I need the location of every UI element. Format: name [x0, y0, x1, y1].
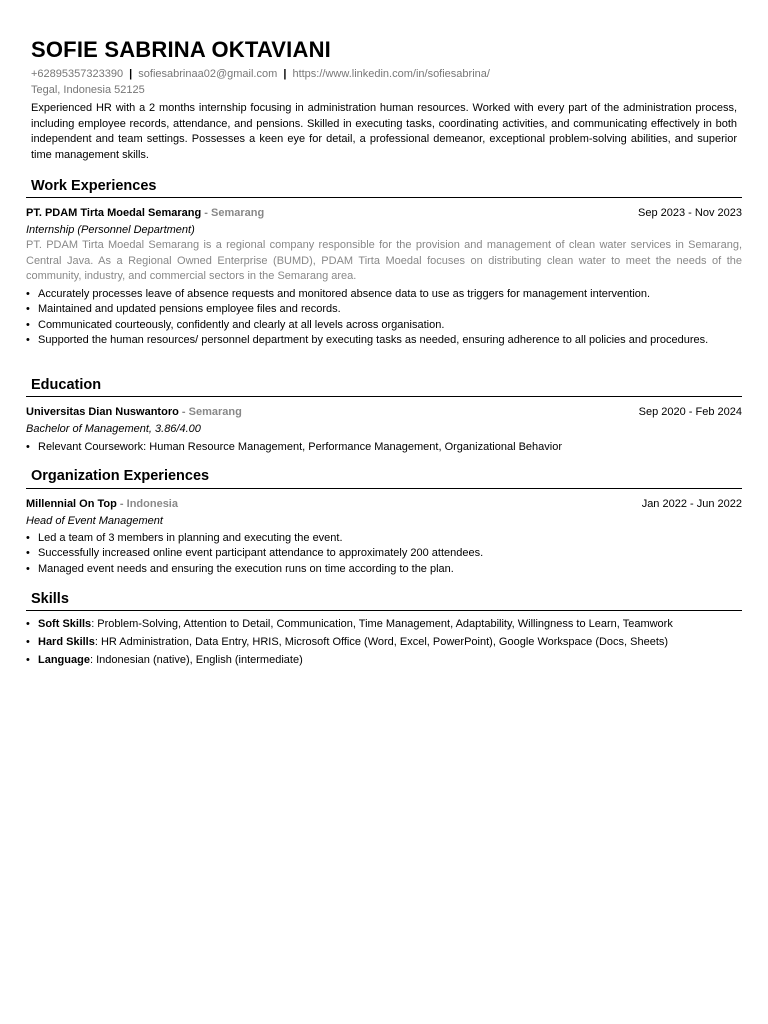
skill-label: Language [38, 654, 90, 666]
work-organization: PT. PDAM Tirta Moedal Semarang [26, 207, 202, 219]
section-title-organization: Organization Experiences [31, 468, 210, 484]
contact-separator: | [129, 68, 133, 80]
education-bullet-list [26, 440, 742, 455]
work-company-description: PT. PDAM Tirta Moedal Semarang is a regional company responsible for the provision and management of clean water services in Semarang, Central Java. As a Regional Owned Enterprise (BUMD), PDAM Tirta Moedal focuses on distributing clean water to meet the needs of the community, industry, and commercial sectors in the Semarang area. [26, 239, 742, 282]
work-bullet-list [26, 287, 742, 348]
list-item: • Maintained and updated pensions employee files and records. [26, 302, 742, 317]
section-title-skills: Skills [31, 591, 69, 607]
skills-list [26, 615, 742, 669]
organization-org-line [26, 498, 178, 510]
profile-summary: Experienced HR with a 2 months internship focusing in administration human resources. Worked with every part of the administration process, including employee records, attendance, and pensions. Skilled in executing tasks, coordinating activities, and communicating effectively in both independent and team settings. Possesses a keen eye for detail, a professional demeanor, exceptional problem-solving abilities, and superior time management skills. [31, 102, 737, 161]
skill-item [26, 651, 742, 669]
skill-value: : Indonesian (native), English (intermediate) [89, 654, 303, 666]
contact-separator: | [283, 68, 287, 80]
education-degree: Bachelor of Management, 3.86/4.00 [26, 423, 201, 435]
education-location: - Semarang [181, 406, 242, 418]
skill-item [26, 615, 742, 633]
work-role: Internship (Personnel Department) [26, 224, 195, 236]
section-title-education: Education [31, 377, 102, 393]
list-item: • Supported the human resources/ personnel department by executing tasks as needed, ensuring adherence to all policies and procedures. [26, 333, 742, 348]
candidate-location: Tegal, Indonesia 52125 [31, 84, 145, 96]
skill-value: : HR Administration, Data Entry, HRIS, Microsoft Office (Word, Excel, PowerPoint), Google Workspace (Docs, Sheets) [94, 636, 669, 648]
section-divider [26, 610, 742, 611]
section-divider [26, 396, 742, 397]
skill-item [26, 633, 742, 651]
contact-line [31, 68, 490, 80]
section-title-work: Work Experiences [31, 178, 157, 194]
organization-name: Millennial On Top [26, 498, 117, 510]
work-org-line [26, 207, 264, 219]
list-item: • Relevant Coursework: Human Resource Management, Performance Management, Organizational Behavior [26, 440, 742, 455]
education-entry-header [26, 406, 742, 418]
skill-value: : Problem-Solving, Attention to Detail, Communication, Time Management, Adaptability, Willingness to Learn, Teamwork [91, 618, 673, 630]
work-entry-header [26, 207, 742, 219]
candidate-name: SOFIE SABRINA OKTAVIANI [31, 37, 331, 62]
education-institution: Universitas Dian Nuswantoro [26, 406, 179, 418]
organization-role: Head of Event Management [26, 515, 163, 527]
skill-label: Soft Skills [38, 618, 92, 630]
section-divider [26, 197, 742, 198]
education-dates: Sep 2020 - Feb 2024 [638, 406, 742, 418]
work-dates: Sep 2023 - Nov 2023 [638, 207, 742, 219]
list-item: • Led a team of 3 members in planning and executing the event. [26, 531, 742, 546]
skill-label: Hard Skills [38, 636, 95, 648]
work-location: - Semarang [204, 207, 265, 219]
list-item: • Communicated courteously, confidently and clearly at all levels across organisation. [26, 318, 742, 333]
section-divider [26, 488, 742, 489]
education-org-line [26, 406, 242, 418]
linkedin-link[interactable]: https://www.linkedin.com/in/sofiesabrina/ [292, 68, 490, 80]
list-item: • Accurately processes leave of absence requests and monitored absence data to use as triggers for management intervention. [26, 287, 742, 302]
list-item: • Managed event needs and ensuring the execution runs on time according to the plan. [26, 562, 742, 577]
phone-number: +62895357323390 [31, 68, 124, 80]
email-link[interactable]: sofiesabrinaa02@gmail.com [138, 68, 278, 80]
organization-bullet-list [26, 531, 742, 577]
organization-dates: Jan 2022 - Jun 2022 [641, 498, 742, 510]
organization-entry-header [26, 498, 742, 510]
list-item: • Successfully increased online event participant attendance to approximately 200 attendees. [26, 546, 742, 561]
organization-location: - Indonesia [119, 498, 178, 510]
